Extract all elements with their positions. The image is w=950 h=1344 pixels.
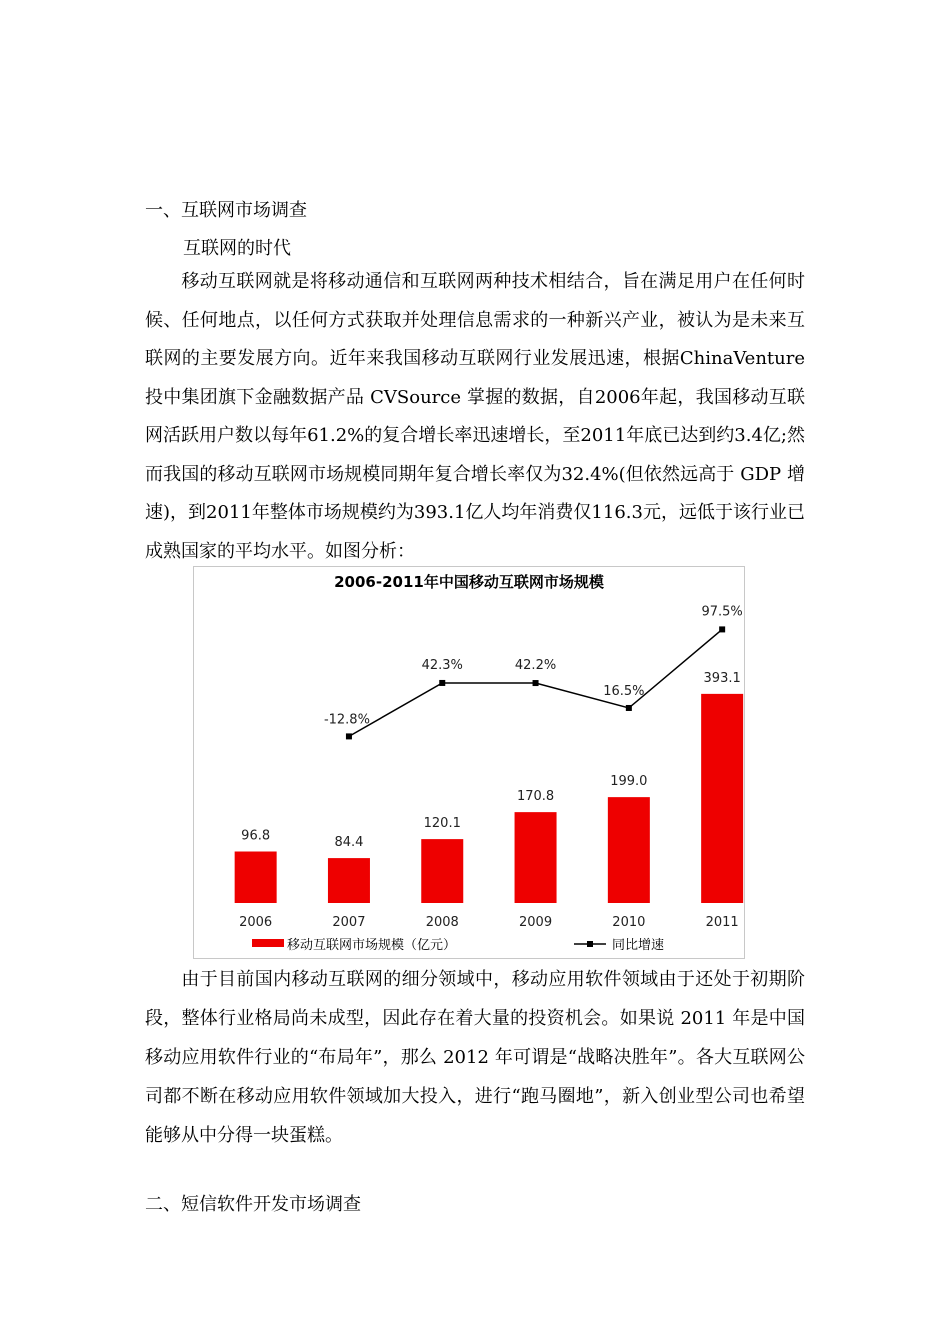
x-tick-2011: 2011 [705, 915, 739, 930]
bar-label-2009: 170.8 [516, 789, 555, 805]
market-size-chart [193, 566, 745, 959]
growth-label-2010: 16.5% [603, 683, 645, 699]
bar-label-2010: 199.0 [610, 774, 648, 790]
intro-paragraph-text: 移动互联网就是将移动通信和互联网两种技术相结合，旨在满足用户在任何时候、任何地点，以任何方式获取并处理信息需求的一种新兴产业，被认为是未来互联网的主要发展方向。近年来我国移动互联网行业发展迅速，根据ChinaVenture 投中集团旗下金融数据产品 CVSource 掌握的数据，自2006年起，我国移动互联网活跃用户数以每年61.2%的复合增长率迅速增长，至2011年底已达到约3.4亿;然而我国的移动互联网市场规模同期年复合增长率仅为32.4%(但依然远高于 GDP 增速)，到2011年整体市场规模约为393.1亿人均年消费仅116.3元，远低于该行业已成熟国家的平均水平。如图分析： [145, 271, 805, 562]
growth-label-2007: -12.8% [323, 712, 370, 728]
x-tick-2006: 2006 [239, 915, 273, 930]
growth-label-2011: 97.5% [701, 604, 743, 620]
legend-bar-swatch [252, 939, 284, 947]
bar-2011 [701, 694, 743, 903]
section-2-heading: 二、短信软件开发市场调查 [145, 1194, 361, 1215]
intro-paragraph [145, 263, 805, 571]
bar-label-2011: 393.1 [703, 670, 741, 686]
growth-point-2011 [719, 626, 725, 632]
chart-title: 2006-2011年中国移动互联网市场规模 [334, 573, 604, 591]
bar-2010 [608, 797, 650, 903]
bar-2006 [235, 852, 277, 903]
growth-point-2007 [346, 733, 352, 739]
bar-label-2008: 120.1 [423, 816, 461, 832]
x-tick-2008: 2008 [425, 915, 459, 930]
growth-label-2008: 42.3% [421, 657, 463, 673]
legend-line-marker [587, 941, 593, 947]
x-tick-2007: 2007 [332, 915, 366, 930]
growth-label-2009: 42.2% [514, 658, 557, 674]
x-tick-2010: 2010 [612, 915, 646, 930]
bar-label-2007: 84.4 [334, 835, 364, 851]
growth-point-2009 [533, 680, 539, 686]
section-1-heading: 一、互联网市场调查 [145, 200, 307, 221]
chart-svg [194, 567, 744, 958]
bar-label-2006: 96.8 [241, 828, 271, 844]
paragraph-2-text: 由于目前国内移动互联网的细分领域中，移动应用软件领域由于还处于初期阶段，整体行业格局尚未成型，因此存在着大量的投资机会。如果说 2011 年是中国移动应用软件行业的“布局年”，那么 2012 年可谓是“战略决胜年”。各大互联网公司都不断在移动应用软件领域加大投入，进行“跑马圈地”，新入创业型公司也希望能够从中分得一块蛋糕。 [145, 969, 805, 1146]
bar-2007 [328, 858, 370, 903]
paragraph-2 [145, 960, 805, 1155]
growth-point-2010 [626, 705, 632, 711]
bar-2008 [421, 839, 463, 903]
section-1-subheading: 互联网的时代 [183, 238, 291, 259]
legend-line-label: 同比增速 [612, 938, 665, 953]
bar-2009 [515, 812, 557, 903]
legend-bar-label: 移动互联网市场规模（亿元） [287, 938, 457, 953]
x-tick-2009: 2009 [519, 915, 553, 930]
growth-point-2008 [439, 680, 445, 686]
